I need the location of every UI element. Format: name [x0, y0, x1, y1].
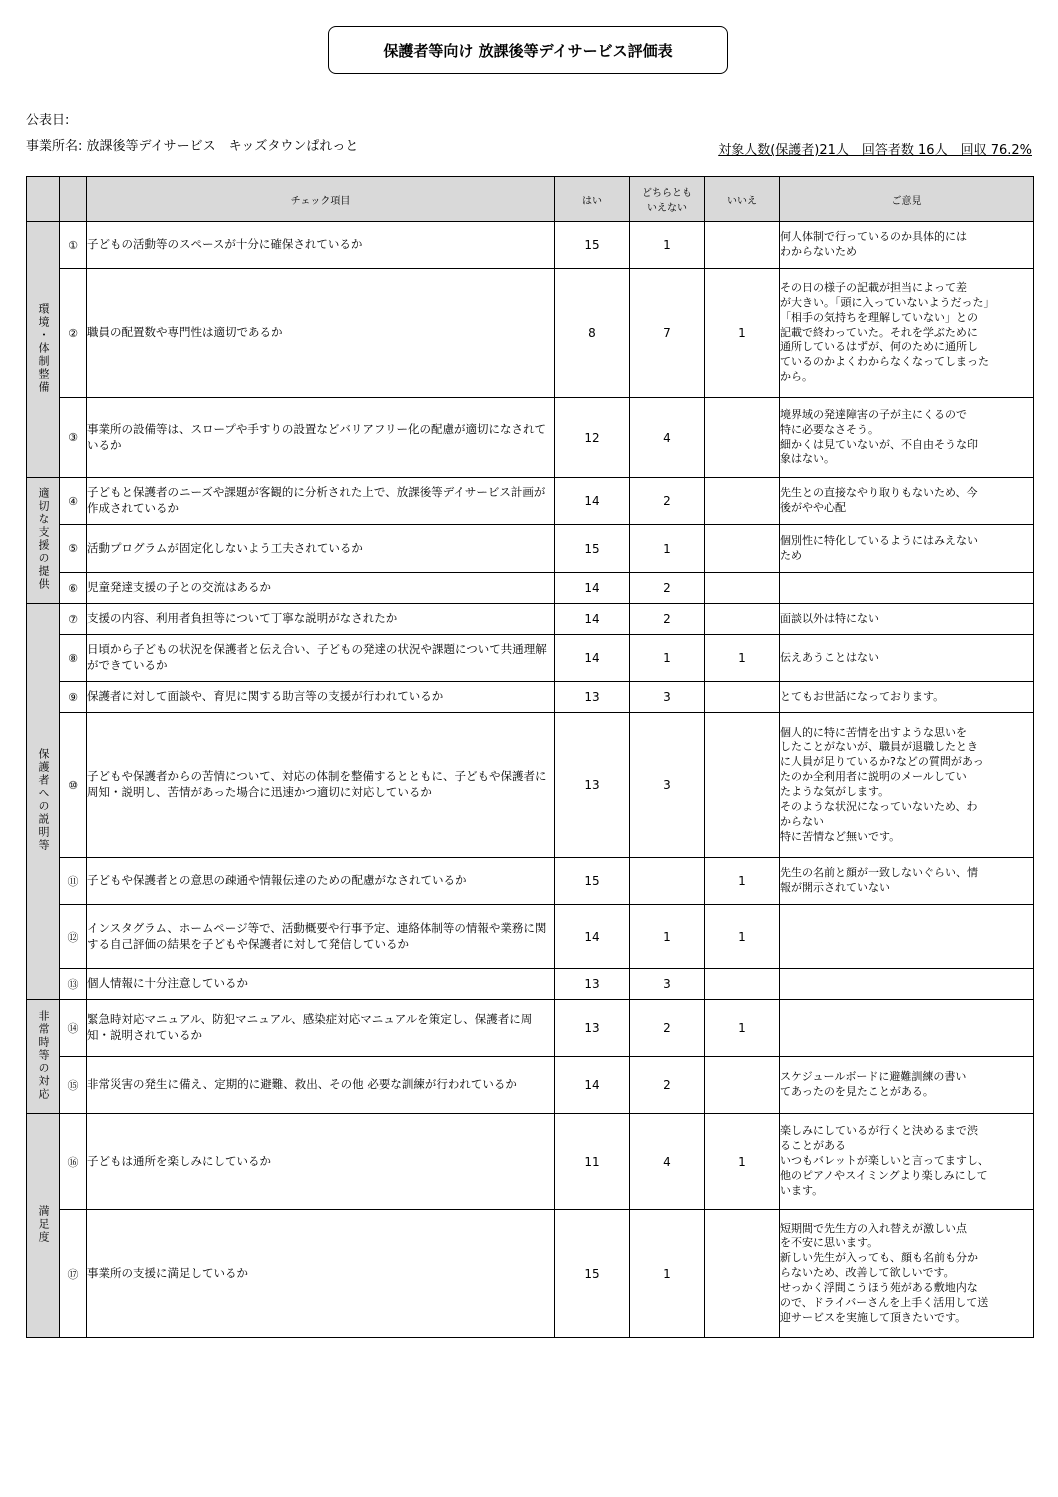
table-row [27, 905, 1034, 969]
no-count [705, 573, 780, 604]
opinion: 個別性に特化しているようにはみえない ため [780, 525, 1034, 573]
no-count [705, 1057, 780, 1114]
neither-count: 1 [630, 525, 705, 573]
neither-count: 2 [630, 1057, 705, 1114]
check-item: 緊急時対応マニュアル、防犯マニュアル、感染症対応マニュアルを策定し、保護者に周知・説明されているか [87, 1000, 555, 1057]
check-item: 事業所の設備等は、スロープや手すりの設置などバリアフリー化の配慮が適切になされているか [87, 398, 555, 478]
neither-count: 2 [630, 573, 705, 604]
header-opinion: ご意見 [780, 177, 1034, 222]
header-no: いいえ [705, 177, 780, 222]
yes-count: 15 [555, 858, 630, 905]
opinion: 先生との直接なやり取りもないため、今 後がやや心配 [780, 478, 1034, 525]
category-environment: 環境・体制整備 [27, 222, 60, 478]
row-number: ⑦ [60, 604, 87, 635]
check-item: 活動プログラムが固定化しないよう工夫されているか [87, 525, 555, 573]
yes-count: 8 [555, 269, 630, 398]
row-number: ⑧ [60, 635, 87, 682]
table-row [27, 1210, 1034, 1338]
table-row [27, 478, 1034, 525]
check-item: インスタグラム、ホームページ等で、活動概要や行事予定、連絡体制等の情報や業務に関する自己評価の結果を子どもや保護者に対して発信しているか [87, 905, 555, 969]
no-count: 1 [705, 269, 780, 398]
opinion: 境界域の発達障害の子が主にくるので 特に必要なさそう。 細かくは見ていないが、不自由そうな印 象はない。 [780, 398, 1034, 478]
yes-count: 11 [555, 1114, 630, 1210]
opinion: 先生の名前と顔が一致しないぐらい、情 報が開示されていない [780, 858, 1034, 905]
table-row [27, 1114, 1034, 1210]
no-count [705, 1210, 780, 1338]
yes-count: 13 [555, 713, 630, 858]
header-yes: はい [555, 177, 630, 222]
neither-count: 4 [630, 1114, 705, 1210]
neither-count: 2 [630, 1000, 705, 1057]
yes-count: 13 [555, 1000, 630, 1057]
neither-count: 3 [630, 682, 705, 713]
no-count [705, 969, 780, 1000]
check-item: 保護者に対して面談や、育児に関する助言等の支援が行われているか [87, 682, 555, 713]
neither-count: 3 [630, 713, 705, 858]
no-count: 1 [705, 905, 780, 969]
row-number: ① [60, 222, 87, 269]
table-row [27, 858, 1034, 905]
document-title: 保護者等向け 放課後等デイサービス評価表 [328, 26, 728, 74]
no-count: 1 [705, 635, 780, 682]
row-number: ③ [60, 398, 87, 478]
yes-count: 14 [555, 905, 630, 969]
table-row [27, 269, 1034, 398]
yes-count: 14 [555, 478, 630, 525]
neither-count: 3 [630, 969, 705, 1000]
opinion: その日の様子の記載が担当によって差 が大きい。「頭に入っていないようだった」 「相手の気持ちを理解していない」との 記載で終わっていた。それを学ぶために 通所しているはずが、何のために通所し ているのかよくわからなくなってしまった から。 [780, 269, 1034, 398]
no-count [705, 604, 780, 635]
opinion: 伝えあうことはない [780, 635, 1034, 682]
category-satisfaction: 満足度 [27, 1114, 60, 1338]
no-count [705, 222, 780, 269]
table-header-row [27, 177, 1034, 222]
table-row [27, 1000, 1034, 1057]
yes-count: 12 [555, 398, 630, 478]
opinion: スケジュールボードに避難訓練の書い てあったのを見たことがある。 [780, 1057, 1034, 1114]
yes-count: 14 [555, 604, 630, 635]
check-item: 子どもの活動等のスペースが十分に確保されているか [87, 222, 555, 269]
header-category [27, 177, 60, 222]
table-row [27, 1057, 1034, 1114]
check-item: 子どもや保護者からの苦情について、対応の体制を整備するとともに、子どもや保護者に周知・説明し、苦情があった場合に迅速かつ適切に対応しているか [87, 713, 555, 858]
no-count [705, 682, 780, 713]
neither-count: 2 [630, 478, 705, 525]
neither-count: 1 [630, 635, 705, 682]
yes-count: 13 [555, 969, 630, 1000]
header-number [60, 177, 87, 222]
check-item: 非常災害の発生に備え、定期的に避難、救出、その他 必要な訓練が行われているか [87, 1057, 555, 1114]
survey-stats: 対象人数(保護者)21人 回答者数 16人 回収 76.2% [718, 143, 1032, 158]
table-row [27, 969, 1034, 1000]
row-number: ⑰ [60, 1210, 87, 1338]
table-row [27, 635, 1034, 682]
opinion: 面談以外は特にない [780, 604, 1034, 635]
row-number: ⑮ [60, 1057, 87, 1114]
no-count [705, 478, 780, 525]
no-count: 1 [705, 1000, 780, 1057]
neither-count [630, 858, 705, 905]
table-row [27, 573, 1034, 604]
neither-count: 1 [630, 905, 705, 969]
header-neither: どちらとも いえない [630, 177, 705, 222]
check-item: 児童発達支援の子との交流はあるか [87, 573, 555, 604]
yes-count: 13 [555, 682, 630, 713]
row-number: ⑪ [60, 858, 87, 905]
row-number: ⑯ [60, 1114, 87, 1210]
no-count [705, 713, 780, 858]
header-item: チェック項目 [87, 177, 555, 222]
table-row [27, 222, 1034, 269]
neither-count: 7 [630, 269, 705, 398]
check-item: 子どもは通所を楽しみにしているか [87, 1114, 555, 1210]
opinion [780, 905, 1034, 969]
row-number: ⑩ [60, 713, 87, 858]
row-number: ⑥ [60, 573, 87, 604]
neither-count: 1 [630, 222, 705, 269]
yes-count: 14 [555, 635, 630, 682]
neither-count: 2 [630, 604, 705, 635]
row-number: ⑨ [60, 682, 87, 713]
opinion [780, 969, 1034, 1000]
row-number: ② [60, 269, 87, 398]
evaluation-table [26, 176, 1034, 1338]
opinion: 楽しみにしているが行くと決めるまで渋 ることがある いつもバレットが楽しいと言ってますし、 他のピアノやスイミングより楽しみにして います。 [780, 1114, 1034, 1210]
check-item: 日頃から子どもの状況を保護者と伝え合い、子どもの発達の状況や課題について共通理解ができているか [87, 635, 555, 682]
yes-count: 14 [555, 573, 630, 604]
check-item: 支援の内容、利用者負担等について丁寧な説明がなされたか [87, 604, 555, 635]
opinion [780, 573, 1034, 604]
check-item: 個人情報に十分注意しているか [87, 969, 555, 1000]
yes-count: 15 [555, 1210, 630, 1338]
category-explanation: 保護者への説明等 [27, 604, 60, 1000]
table-row [27, 525, 1034, 573]
published-date-label: 公表日: [26, 113, 70, 128]
category-support: 適切な支援の提供 [27, 478, 60, 604]
no-count: 1 [705, 858, 780, 905]
office-name: 事業所名: 放課後等デイサービス キッズタウンぱれっと [26, 139, 359, 154]
opinion: 短期間で先生方の入れ替えが激しい点 を不安に思います。 新しい先生が入っても、顔も名前も分か らないため、改善して欲しいです。 せっかく浮間こうほう苑がある敷地内な ので、ドライバーさんを上手く活用して送 迎サービスを実施して頂きたいです。 [780, 1210, 1034, 1338]
check-item: 事業所の支援に満足しているか [87, 1210, 555, 1338]
table-row [27, 713, 1034, 858]
table-row [27, 604, 1034, 635]
row-number: ⑫ [60, 905, 87, 969]
row-number: ⑬ [60, 969, 87, 1000]
row-number: ⑭ [60, 1000, 87, 1057]
no-count [705, 525, 780, 573]
no-count [705, 398, 780, 478]
opinion [780, 1000, 1034, 1057]
check-item: 子どもと保護者のニーズや課題が客観的に分析された上で、放課後等デイサービス計画が作成されているか [87, 478, 555, 525]
neither-count: 1 [630, 1210, 705, 1338]
yes-count: 15 [555, 525, 630, 573]
row-number: ⑤ [60, 525, 87, 573]
check-item: 子どもや保護者との意思の疎通や情報伝達のための配慮がなされているか [87, 858, 555, 905]
yes-count: 15 [555, 222, 630, 269]
table-row [27, 682, 1034, 713]
category-emergency: 非常時等の対応 [27, 1000, 60, 1114]
opinion: 個人的に特に苦情を出すような思いを したことがないが、職員が退職したとき に人員が足りているか?などの質問があっ たのか全利用者に説明のメールしてい たような気がします。 そのような状況になっていないため、わ からない 特に苦情など無いです。 [780, 713, 1034, 858]
neither-count: 4 [630, 398, 705, 478]
yes-count: 14 [555, 1057, 630, 1114]
opinion: とてもお世話になっております。 [780, 682, 1034, 713]
row-number: ④ [60, 478, 87, 525]
table-row [27, 398, 1034, 478]
opinion: 何人体制で行っているのか具体的には わからないため [780, 222, 1034, 269]
check-item: 職員の配置数や専門性は適切であるか [87, 269, 555, 398]
no-count: 1 [705, 1114, 780, 1210]
